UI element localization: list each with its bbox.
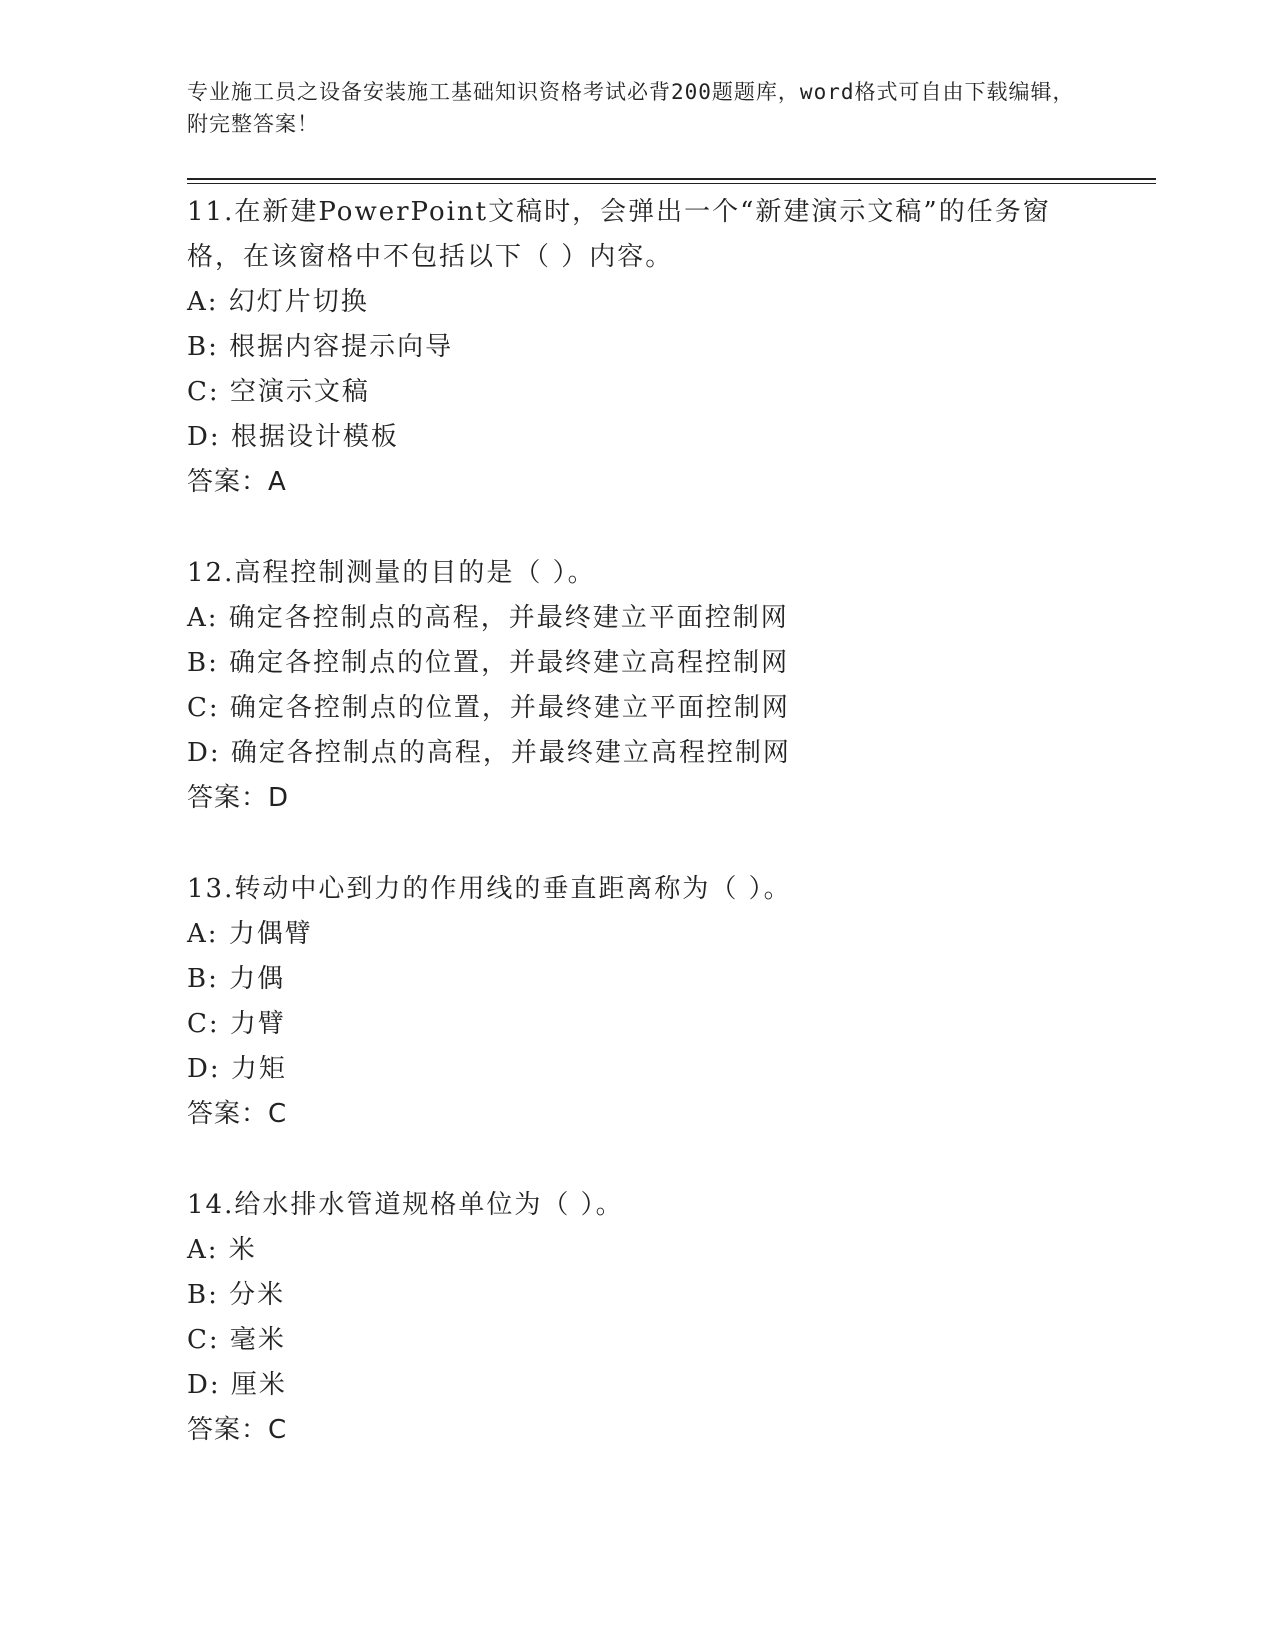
question-stem: 13.转动中心到力的作用线的垂直距离称为（ ）。: [187, 874, 792, 904]
option-d: D: 根据设计模板: [187, 422, 399, 452]
question-13: [187, 867, 1087, 1137]
option-a: A: 确定各控制点的高程，并最终建立平面控制网: [187, 603, 789, 633]
answer-line: 答案：D: [187, 783, 290, 813]
option-d: D: 力矩: [187, 1054, 287, 1084]
question-12: [187, 551, 1087, 821]
question-11: [187, 190, 1087, 505]
option-d: D: 确定各控制点的高程，并最终建立高程控制网: [187, 738, 791, 768]
option-b: B: 分米: [187, 1280, 286, 1310]
option-c: C: 确定各控制点的位置，并最终建立平面控制网: [187, 693, 790, 723]
option-b: B: 根据内容提示向导: [187, 332, 454, 362]
answer-line: 答案：A: [187, 467, 287, 497]
question-stem: 14.给水排水管道规格单位为（ ）。: [187, 1190, 624, 1220]
answer-line: 答案：C: [187, 1099, 288, 1129]
header-divider-thick: [187, 178, 1156, 180]
option-c: C: 空演示文稿: [187, 377, 370, 407]
option-c: C: 力臂: [187, 1009, 286, 1039]
document-header-title: 专业施工员之设备安装施工基础知识资格考试必背200题题库，word格式可自由下载编辑，附完整答案！: [187, 80, 1075, 136]
option-b: B: 确定各控制点的位置，并最终建立高程控制网: [187, 648, 790, 678]
option-a: A: 米: [187, 1235, 257, 1265]
question-list: [187, 190, 1087, 1499]
answer-line: 答案：C: [187, 1415, 288, 1445]
question-14: [187, 1183, 1087, 1453]
option-a: A: 力偶臂: [187, 919, 313, 949]
question-stem: 12.高程控制测量的目的是（ ）。: [187, 558, 596, 588]
option-d: D: 厘米: [187, 1370, 287, 1400]
option-a: A: 幻灯片切换: [187, 287, 369, 317]
option-c: C: 毫米: [187, 1325, 286, 1355]
option-b: B: 力偶: [187, 964, 286, 994]
header-divider-thin: [187, 183, 1156, 184]
question-stem: 11.在新建PowerPoint文稿时，会弹出一个“新建演示文稿”的任务窗格，在该窗格中不包括以下（ ）内容。: [187, 197, 1051, 272]
